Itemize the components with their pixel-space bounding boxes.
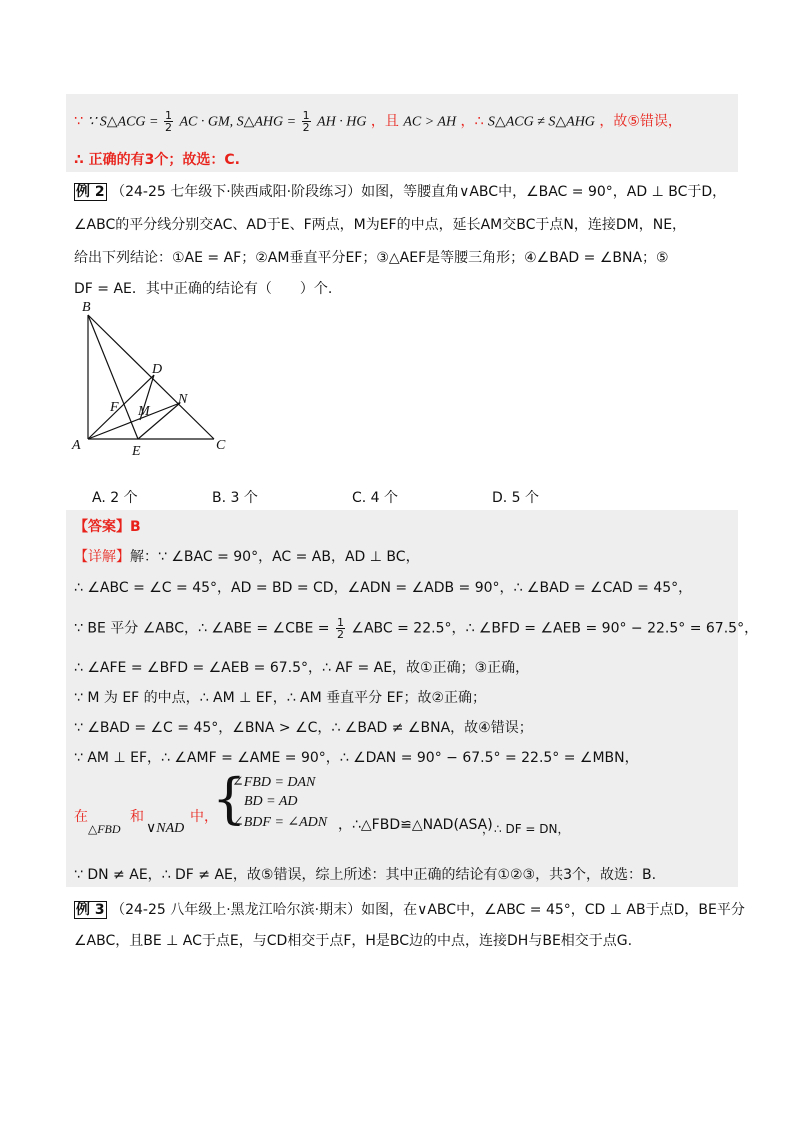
- fraction-half: $\frac{1}{2}$: [336, 616, 344, 641]
- label-d: D: [152, 362, 163, 377]
- label-n: N: [178, 392, 188, 407]
- option-a: A. 2 个: [92, 490, 138, 506]
- example-tag: 例 3: [76, 902, 105, 918]
- label-e: E: [132, 444, 141, 459]
- fraction-half: $\frac{1}{2}$: [164, 109, 172, 134]
- example3-line2: ∠ABC，且BE ⊥ AC于点E，与CD相交于点F，H是BC边的中点，连接DH与BE相交于点G.: [74, 933, 633, 949]
- fraction-half: $\frac{1}{2}$: [302, 109, 310, 134]
- solution-line-area-compare: ∵ ∵ S△ACG = $\frac{1}{2}$ AC · GM, S△AHG = $\frac{1}{2}$ AH · HG ，且 AC > AH ，∴ S△ACG ≠ S△AHG ，故⑤错误，: [74, 109, 682, 134]
- answer-label: 【答案】B: [74, 519, 141, 535]
- detail-label: 【详解】: [74, 549, 130, 565]
- option-c: C. 4 个: [352, 490, 399, 506]
- example2-line1: [74, 181, 726, 201]
- solution-conclusion: ∴ 正确的有3个；故选：C.: [74, 152, 240, 168]
- label-b: B: [82, 300, 91, 315]
- option-b: B. 3 个: [212, 490, 258, 506]
- answer-step1: 【详解】解：∵ ∠BAC = 90°，AC = AB，AD ⊥ BC，: [74, 549, 420, 565]
- option-d: D. 5 个: [492, 490, 540, 506]
- label-c: C: [216, 438, 226, 453]
- example-tag: 例 2: [76, 184, 105, 200]
- answer-step5: ∵ M 为 EF 的中点，∴ AM ⊥ EF，∴ AM 垂直平分 EF；故②正确；: [74, 690, 487, 706]
- answer-step2: ∴ ∠ABC = ∠C = 45°，AD = BD = CD，∠ADN = ∠ADB = 90°，∴ ∠BAD = ∠CAD = 45°，: [74, 580, 693, 596]
- answer-final: ∵ DN ≠ AE，∴ DF ≠ AE，故⑤错误，综上所述：其中正确的结论有①②③，共3个，故选：B.: [74, 867, 657, 883]
- label-f: F: [110, 400, 119, 415]
- segment-an: [88, 403, 180, 439]
- triangle-figure: [66, 295, 236, 460]
- example2-line3: 给出下列结论：①AE = AF；②AM垂直平分EF；③△AEF是等腰三角形；④∠BAD = ∠BNA；⑤: [74, 250, 669, 266]
- label-a: A: [72, 438, 81, 453]
- system-brace: {: [212, 767, 247, 830]
- example3-line1: [74, 899, 745, 919]
- answer-step6: ∵ ∠BAD = ∠C = 45°，∠BNA > ∠C，∴ ∠BAD ≠ ∠BNA，故④错误；: [74, 720, 533, 736]
- answer-step7: ∵ AM ⊥ EF，∴ ∠AMF = ∠AME = 90°，∴ ∠DAN = 90° − 67.5° = 22.5° = ∠MBN，: [74, 750, 639, 766]
- answer-step3: ∵ BE 平分 ∠ABC，∴ ∠ABE = ∠CBE = $\frac{1}{2}$ ∠ABC = 22.5°，∴ ∠BFD = ∠AEB = 90° − 22.5° = 67.5°，: [74, 616, 759, 641]
- segment-be: [88, 315, 138, 439]
- example2-line4: DF = AE．其中正确的结论有（ ）个.: [74, 281, 333, 297]
- example2-text1: （24-25 七年级下·陕西咸阳·阶段练习）如图，等腰直角∨ABC中，∠BAC = 90°，AD ⊥ BC于D，: [111, 184, 727, 200]
- answer-step4: ∴ ∠AFE = ∠BFD = ∠AEB = 67.5°，∴ AF = AE，故①正确；③正确，: [74, 660, 530, 676]
- example2-line2: ∠ABC的平分线分别交AC、AD于E、F两点，M为EF的中点，延长AM交BC于点N，连接DM，NE，: [74, 217, 687, 233]
- example3-text1: （24-25 八年级上·黑龙江哈尔滨·期末）如图，在∨ABC中，∠ABC = 45°，CD ⊥ AB于点D，BE平分: [111, 902, 745, 918]
- label-m: M: [138, 404, 150, 419]
